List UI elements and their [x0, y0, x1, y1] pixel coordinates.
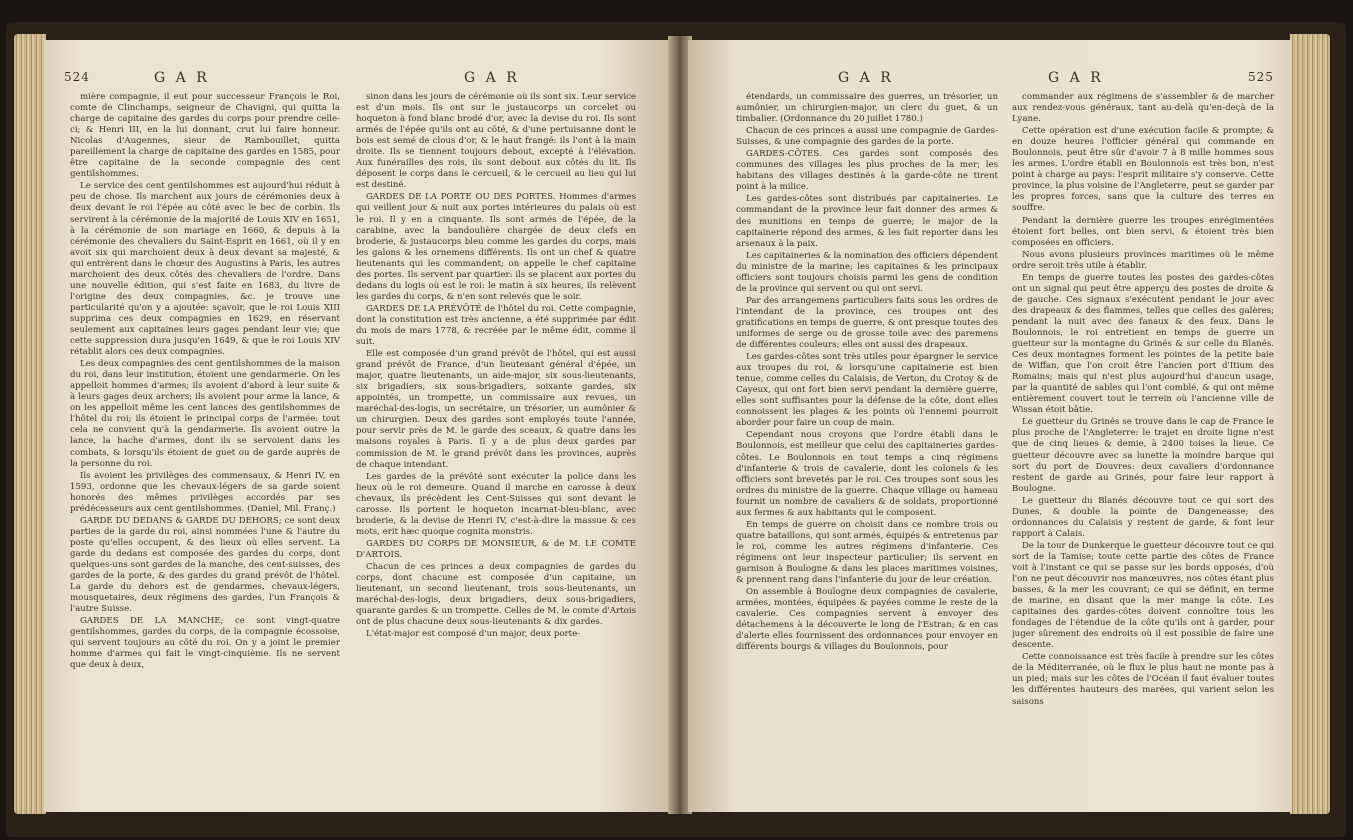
paragraph: Ils avoient les privilèges des commensaux, & Henri IV, en 1593, ordonne que les chevaux-légers de sa garde soient honorés des mêmes privilèges accordés par ses prédécesseurs aux cent gentilshommes. (Daniel, Mil. Franç.)	[70, 470, 340, 514]
left-page	[44, 40, 672, 812]
running-head: G A R	[154, 70, 210, 86]
paragraph: Les deux compagnies des cent gentilshommes de la maison du roi, dans leur institution, étoient une gendarmerie. On les appelloit hommes d'armes; ils avoient d'abord à leur suite & à leurs gages deux archers; ils avoient pour arme la lance, & on les appelloit même les cent lances des gentilshommes de l'hôtel du roi; ils étoient le principal corps de l'armée: tout cela ne convient qu'à la gendarmerie. Ils avoient outre la lance, la hache d'armes, dont ils se servoient dans les combats, & lorsqu'ils étoient de guet ou de garde auprès de la personne du roi.	[70, 359, 340, 469]
paragraph: GARDES DU CORPS DE MONSIEUR, & de M. LE COMTE D'ARTOIS.	[356, 538, 636, 560]
text-column-1	[70, 92, 340, 800]
paragraph: Cette connoissance est très facile à prendre sur les côtes de la Méditerranée, où le flux le plus haut ne monte pas à un pied; mais sur les côtes de l'Océan il faut évaluer toutes les différentes hauteurs des marées, qui varient selon les saisons	[1012, 652, 1274, 707]
paragraph: Le guetteur du Grinés se trouve dans le cap de France le plus proche de l'Angleterre: le trajet en droite ligne n'est que de cinq lieues & demie, à 2400 toises la lieue. Ce guetteur découvre avec sa lunette la moindre barque qui sort du port de Douvres: deux cavaliers d'ordonnance restent de garde au Grinés, pour faire leur rapport à Boulogne.	[1012, 417, 1274, 494]
paragraph: En temps de guerre toutes les postes des gardes-côtes ont un signal qui peut être apperçu des postes de droite & de gauche. Ces signaux s'exécutent pendant le jour avec des drapeaux & des flammes, telles que celles des galères; pendant la nuit avec des fanaux & des feux. Dans le Boulonnois, le roi entretient en temps de guerre un guetteur sur la montagne du Grinés & sur celle du Blanés. Ces deux montagnes forment les pointes de la petite baie de Wiffan, que l'on croit être l'ancien port d'Itium des Romains; mais qui n'est plus aujourd'hui d'aucun usage, par la quantité de sables qui l'ont comblé, & qui ont même entièrement couvert tout le terrein où l'ancienne ville de Wissan étoit bâtie.	[1012, 272, 1274, 416]
paragraph: Elle est composée d'un grand prévôt de l'hôtel, qui est aussi grand prévôt de France, d'un lieutenant général d'épée, un major, quatre lieutenants, un aide-major, six sous-lieutenants, six brigadiers, six sous-brigadiers, soixante gardes, six appointés, un trompette, un commissaire aux revues, un maréchal-des-logis, un secrétaire, un trésorier, un aumônier & un chirurgien. Deux des gardes sont employés toute l'année, pour servir près de M. le garde des sceaux, & quatre dans les maisons royales à Paris. Il y a de plus deux gardes par commission de M. le grand prévôt dans les provinces, auprès de chaque intendant.	[356, 349, 636, 470]
paragraph: L'état-major est composé d'un major, deux porte-	[366, 629, 581, 640]
paragraph: Le guetteur du Blanés découvre tout ce qui sort des Dunes, & double la pointe de Dangeneasse; des ordonnances du Calaisis y restent de garde, & font leur rapport à Calais.	[1012, 495, 1274, 539]
paragraph: Chacun de ces princes a deux compagnies de gardes du corps, dont chacune est composée d'un capitaine, un lieutenant, un second lieutenant, trois sous-lieutenants, un maréchal-des-logis, deux brigadiers, deux sous-brigadiers, quarante gardes & un trompette. Celles de M. le comte d'Artois ont de plus chacune deux sous-lieutenants & dix gardes.	[356, 561, 636, 628]
paragraph: Les gardes-côtes sont distribués par capitaineries. Le commandant de la province leur fait donner des armes & des munitions en temps de guerre; le major de la capitainerie répond des armes, & les fait reporter dans les arsenaux à la paix.	[736, 194, 998, 249]
paragraph: Par des arrangemens particuliers faits sous les ordres de l'intendant de la province, ces troupes ont des gratifications en temps de guerre, & ont presque toutes des uniformes de serge ou de grosse toile avec des paremens de différentes couleurs; elles ont aussi des drapeaux.	[736, 295, 998, 351]
paragraph: Les capitaineries & la nomination des officiers dépendent du ministre de la marine; les capitaines & les principaux officiers sont toujours choisis parmi les gens de condition de la province qui servent ou qui ont servi.	[736, 250, 998, 294]
paragraph: mière compagnie, il eut pour successeur François le Roi, comte de Clinchamps, seigneur de Chavigni, qui quitta la charge de capitaine des gardes du corps pour prendre celle-ci; & Henri III, en la lui donnant, crut lui faire honneur. Nicolas d'Augennes, sieur de Rambouillet, quitta pareillement la charge de capitaine des gardes en 1585, pour être capitaine de la seconde compagnie des cent gentilshommes.	[70, 92, 340, 180]
page-number-right: 525	[1248, 70, 1274, 84]
paragraph: Les gardes-côtes sont très utiles pour épargner le service aux troupes du roi, & lorsqu'une capitainerie est bien tenue, comme celles du Calaisis, de Verton, du Crotoy & de Cayeux, qui ont fort bien servi pendant la dernière guerre, elles sont suffisantes pour la défense de la côte, dont elles connoissent les plages & les points où l'ennemi pourroit aborder pour faire un coup de main.	[736, 352, 998, 429]
paragraph: GARDE DU DEDANS & GARDE DU DEHORS; ce sont deux parties de la garde du roi, ainsi nommées l'une & l'autre du poste qu'elles occupent, & des lieux où elles servent. La garde du dedans est composée des gardes du corps, dont quelques-uns sont gardes de la manche, des cent-suisses, des gardes de la porte, & des gardes du grand prévôt de l'hôtel. La garde du dehors est de gendarmes, chevaux-légers, mousquetaires, deux régimens des gardes, l'un François & l'autre Suisse.	[70, 515, 340, 615]
paragraph: GARDES DE LA PRÉVÔTÉ de l'hôtel du roi. Cette compagnie, dont la constitution est très ancienne, a été supprimée par édit du mois de mars 1778, & recréée par le même édit, comme il suit.	[356, 303, 636, 348]
paragraph: Cependant nous croyons que l'ordre établi dans le Boulonnois, est meilleur que celui des capitaineries gardes-côtes. Le Boulonnois en tout temps a cinq régimens d'infanterie & trois de cavalerie, dont les colonels & les officiers sont brevetés par le roi. Ces troupes sont sous les ordres du ministre de la guerre. Chaque village ou hameau fournit un nombre de cavaliers & de soldats, proportionné aux fermes & aux habitants qui le composent.	[736, 430, 998, 518]
paragraph: Cette opération est d'une exécution facile & prompte; & en douze heures l'officier général qui commande en Boulonnois, peut être sûr d'avoir 7 à 8 mille hommes sous les armes. L'ordre établi en Boulonnois est très bon, n'est point à charge au pays: l'esprit militaire s'y conserve. Cette province, la plus voisine de l'Angleterre, peut se garder par les propres forces, sans que la culture des terres en souffre.	[1012, 126, 1274, 214]
paragraph: En temps de guerre on choisit dans ce nombre trois ou quatre bataillons, qui sont armés, équipés & entretenus par le roi, comme les autres régimens d'infanterie. Ces régimens ont leur inspecteur particulier; ils servent en garnison à Boulogne & dans les places maritimes voisines, & prennent rang dans l'infanterie du jour de leur création.	[736, 519, 998, 586]
right-page	[688, 40, 1292, 812]
paragraph: Les gardes de la prévôté sont exécuter la police dans les lieux où le roi demeure. Quand il marche en carosse à deux chevaux, ils précèdent les Cent-Suisses qui sont devant le carosse. Ils portent le hoqueton incarnat-bleu-blanc, avec broderie, & la devise de Henri IV, c'est-à-dire la massue & ces mots, erit hæc quoque cognita monstris.	[356, 471, 636, 537]
paragraph: commander aux régimens de s'assembler & de marcher aux rendez-vous généraux, tant au-delà qu'en-deçà de la Lyane.	[1012, 92, 1274, 125]
running-head: G A R	[838, 70, 894, 86]
paragraph: GARDES DE LA PORTE OU DES PORTES. Hommes d'armes qui veillent jour & nuit aux portes intérieures du palais où est le roi. Il y en a cinquante. Ils sont armés de l'épée, de la carabine, avec la bandoulière chargée de deux clefs en broderie, & justaucorps bleu comme les gardes du corps, mais les galons & les ornemens différents. Ils ont un chef & quatre lieutenants qui les commandent; on appelle le chef capitaine des portes. Ils servent par quartier: ils se placent aux portes du dedans du logis où est le roi: le matin à six heures, ils relèvent les gardes du corps, & n'en sont relevés que le soir.	[356, 192, 636, 302]
paragraph: sinon dans les jours de cérémonie où ils sont six. Leur service est d'un mois. Ils ont sur le justaucorps un corcelet ou hoqueton à fond blanc brodé d'or, avec la devise du roi. Ils sont armés de l'épée qu'ils ont au côté, & d'une pertuisanne dont le bois est semé de clous d'or, & le haut frangé: ils l'ont à la main droite. Ils se tiennent toujours debout, excepté à l'élévation. Aux funérailles des rois, ils sont debout aux côtés du lit. Ils déposent le corps dans le cercueil, & le cercueil au lieu qui lui est destiné.	[356, 92, 636, 191]
left-page-edges	[14, 34, 46, 814]
paragraph: GARDES-CÔTES. Ces gardes sont composés des communes des villages les plus proches de la mer; les habitans des villages destinés à la garde-côte ne tirent point à la milice.	[736, 149, 998, 193]
paragraph: Nous avons plusieurs provinces maritimes où le même ordre seroit très utile à établir.	[1012, 249, 1274, 271]
text-column-1	[736, 92, 998, 800]
paragraph: GARDES DE LA MANCHE; ce sont vingt-quatre gentilshommes, gardes du corps, de la compagnie écossoise, qui servent toujours au côté du roi. On y a joint le premier homme d'armes qui fait le vingt-cinquième. Ils ne servent que deux à deux,	[70, 616, 340, 671]
text-column-2	[1012, 92, 1274, 800]
paragraph: Le service des cent gentilshommes est aujourd'hui réduit à peu de chose. Ils marchent aux jours de cérémonies deux à deux devant le roi l'épée au côté avec le bec de corbin. Ils servirent à la cérémonie de la majorité de Louis XIV en 1651, à la cérémonie de son mariage en 1660, & depuis à la cérémonie des chevaliers du Saint-Esprit en 1661, où il y en avoit six qui marchoient deux à deux devant sa majesté, & qui entrèrent dans le chœur des Augustins à Paris, les autres marchoient des deux côtés des chevaliers de l'ordre. Dans une nouvelle édition, qui s'est faite en 1683, du livre de l'origine des deux compagnies, &c. je trouve une particularité qu'on y a ajoutée: sçavoir, que le roi Louis XIII supprima ces deux compagnies en 1629, en réservant seulement aux capitaines leurs gages pendant leur vie; que cette suppression dura jusqu'en 1649, & que le roi Louis XIV rétablit alors ces deux compagnies.	[70, 181, 340, 358]
paragraph: On assemble à Boulogne deux compagnies de cavalerie, armées, montées, équipées & payées comme le reste de la cavalerie. Ces compagnies servent à envoyer des détachemens à la découverte le long de l'Estran; & en cas d'alerte elles fournissent des ordonnances pour envoyer en différents bourgs & villages du Boulonnois, pour	[736, 587, 998, 653]
paragraph: étendards, un commissaire des guerres, un trésorier, un aumônier, un chirurgien-major, un clerc du guet, & un timbalier. (Ordonnance du 20 juillet 1780.)	[736, 92, 998, 125]
right-page-edges	[1290, 34, 1330, 814]
running-head: G A R	[464, 70, 520, 86]
paragraph: Pendant la dernière guerre les troupes enrégimentées étoient fort belles, ont bien servi, & étoient très bien composées en officiers.	[1012, 215, 1274, 248]
running-head: G A R	[1048, 70, 1104, 86]
text-column-2	[356, 92, 636, 800]
page-number-left: 524	[64, 70, 90, 84]
paragraph: Chacun de ces princes a aussi une compagnie de Gardes-Suisses, & une compagnie des gardes de la porte.	[736, 126, 998, 148]
paragraph: De la tour de Dunkerque le guetteur découvre tout ce qui sort de la Tamise; toute cette partie des côtes de France voit à l'instant ce qui se passe sur les bords opposés, d'où l'on ne peut découvrir nos manœuvres, nos côtes étant plus basses, & la mer les couvrant; ce qui se définit, en terme de marine, en disant que la mer mange la côte. Les capitaines des gardes-côtes doivent connoître tous les fondages de l'étendue de la côte qu'ils ont à garder, pour juger sûrement des endroits où il est possible de faire une descente.	[1012, 540, 1274, 651]
